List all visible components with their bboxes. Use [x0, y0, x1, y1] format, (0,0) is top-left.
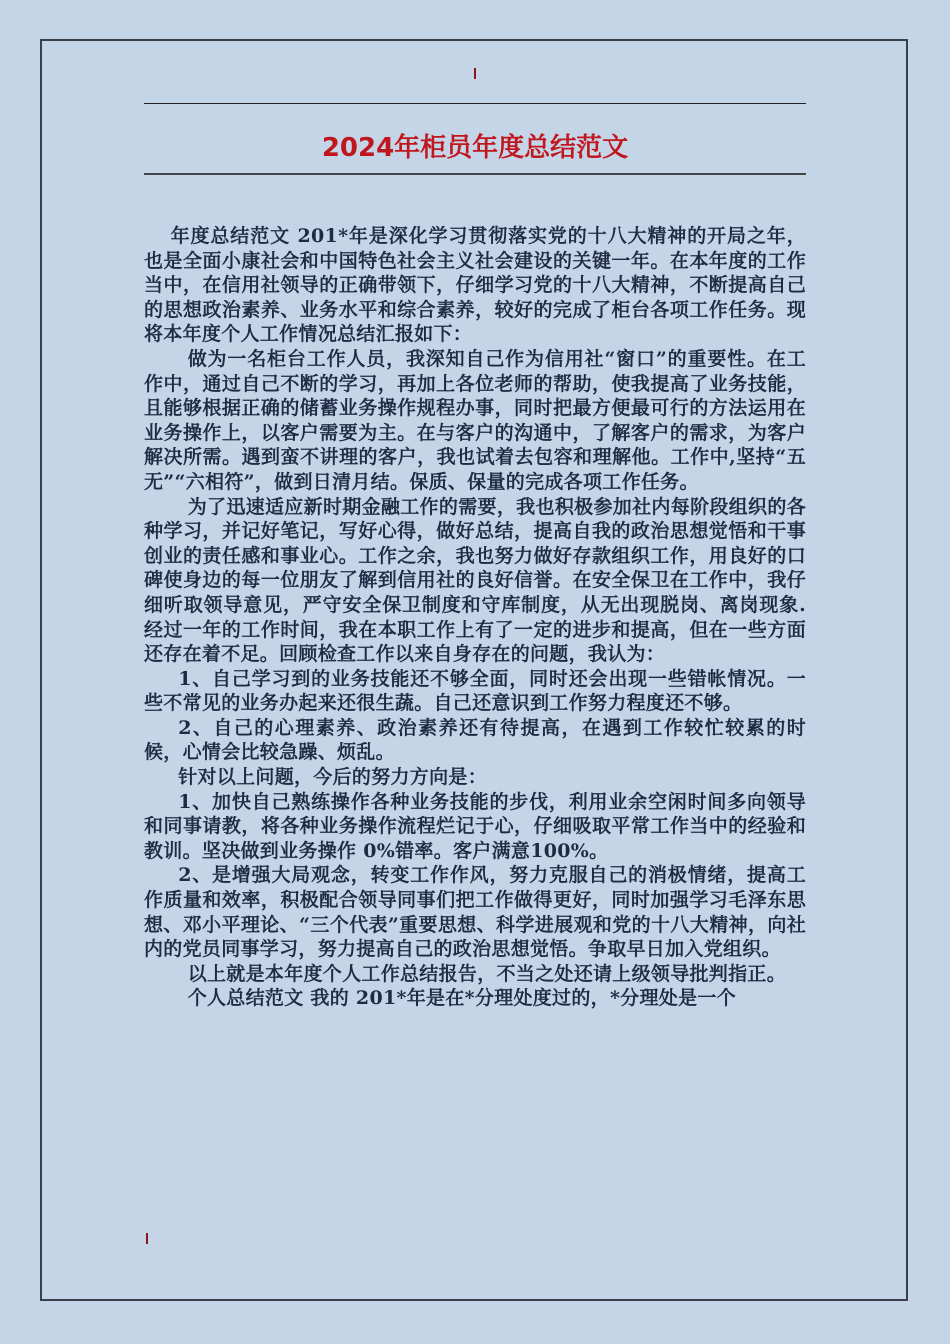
paragraph-next-sample: 个人总结范文 我的 201*年是在*分理处度过的，*分理处是一个	[187, 987, 736, 1010]
paragraph-counter-work: 做为一名柜台工作人员，我深知自己作为信用社“窗口”的重要性。在工作中，通过自己不断的学习，再加上各位老师的帮助，使我提高了业务技能，且能够根据正确的储蓄业务操作规程办事，同时把最方便最可行的方法运用在业务操作上，以客户需要为主。在与客户的沟通中，了解客户的需求，为客户解决所需。遇到蛮不讲理的客户，我也试着去包容和理解他。工作中,坚持“五无”“六相符”，做到日清月结。保质、保量的完成各项工作任务。	[144, 347, 806, 493]
paragraph-direction-2: 2、是增强大局观念，转变工作作风，努力克服自己的消极情绪，提高工作质量和效率，积极配合领导同事们把工作做得更好，同时加强学习毛泽东思想、邓小平理论、“三个代表”重要思想、科学进展观和党的十八大精神，向社内的党员同事学习，努力提高自己的政治思想觉悟。争取早日加入党组织。	[144, 864, 806, 961]
paragraph-problem-2: 2、自己的心理素养、政治素养还有待提高，在遇到工作较忙较累的时候，心情会比较急躁、烦乱。	[144, 716, 806, 764]
document-title: 2024年柜员年度总结范文	[321, 133, 629, 163]
title-rule	[144, 173, 806, 175]
paragraph-conclusion: 以上就是本年度个人工作总结报告，不当之处还请上级领导批判指正。	[187, 962, 786, 985]
paragraph-direction-heading: 针对以上问题，今后的努力方向是：	[178, 766, 487, 789]
document-body	[144, 224, 806, 1011]
paragraph-problem-1: 1、自己学习到的业务技能还不够全面，同时还会出现一些错帐情况。一些不常见的业务办起来还很生蔬。自己还意识到工作努力程度还不够。	[144, 667, 806, 715]
header-cursor-mark	[474, 68, 476, 79]
header-rule	[144, 103, 806, 104]
paragraph-intro: 年度总结范文 201*年是深化学习贯彻落实党的十八大精神的开局之年，也是全面小康社会和中国特色社会主义社会建设的关键一年。在本年度的工作当中，在信用社领导的正确带领下，仔细学习党的十八大精神，不断提高自己的思想政治素养、业务水平和综合素养，较好的完成了柜台各项工作任务。现将本年度个人工作情况总结汇报如下：	[144, 225, 806, 346]
paragraph-learning: 为了迅速适应新时期金融工作的需要，我也积极参加社内每阶段组织的各种学习，并记好笔记，写好心得，做好总结，提高自我的政治思想觉悟和干事创业的责任感和事业心。工作之余，我也努力做好存款组织工作，用良好的口碑使身边的每一位朋友了解到信用社的良好信誉。在安全保卫在工作中，我仔细听取领导意见，严守安全保卫制度和守库制度，从无出现脱岗、离岗现象.经过一年的工作时间，我在本职工作上有了一定的进步和提高，但在一些方面还存在着不足。回顾检查工作以来自身存在的问题，我认为：	[144, 495, 806, 666]
footer-cursor-mark	[146, 1233, 148, 1244]
paragraph-direction-1: 1、加快自己熟练操作各种业务技能的步伐，利用业余空闲时间多向领导和同事请教，将各种业务操作流程烂记于心，仔细吸取平常工作当中的经验和教训。坚决做到业务操作 0%错率。客户满意100%。	[144, 790, 806, 862]
